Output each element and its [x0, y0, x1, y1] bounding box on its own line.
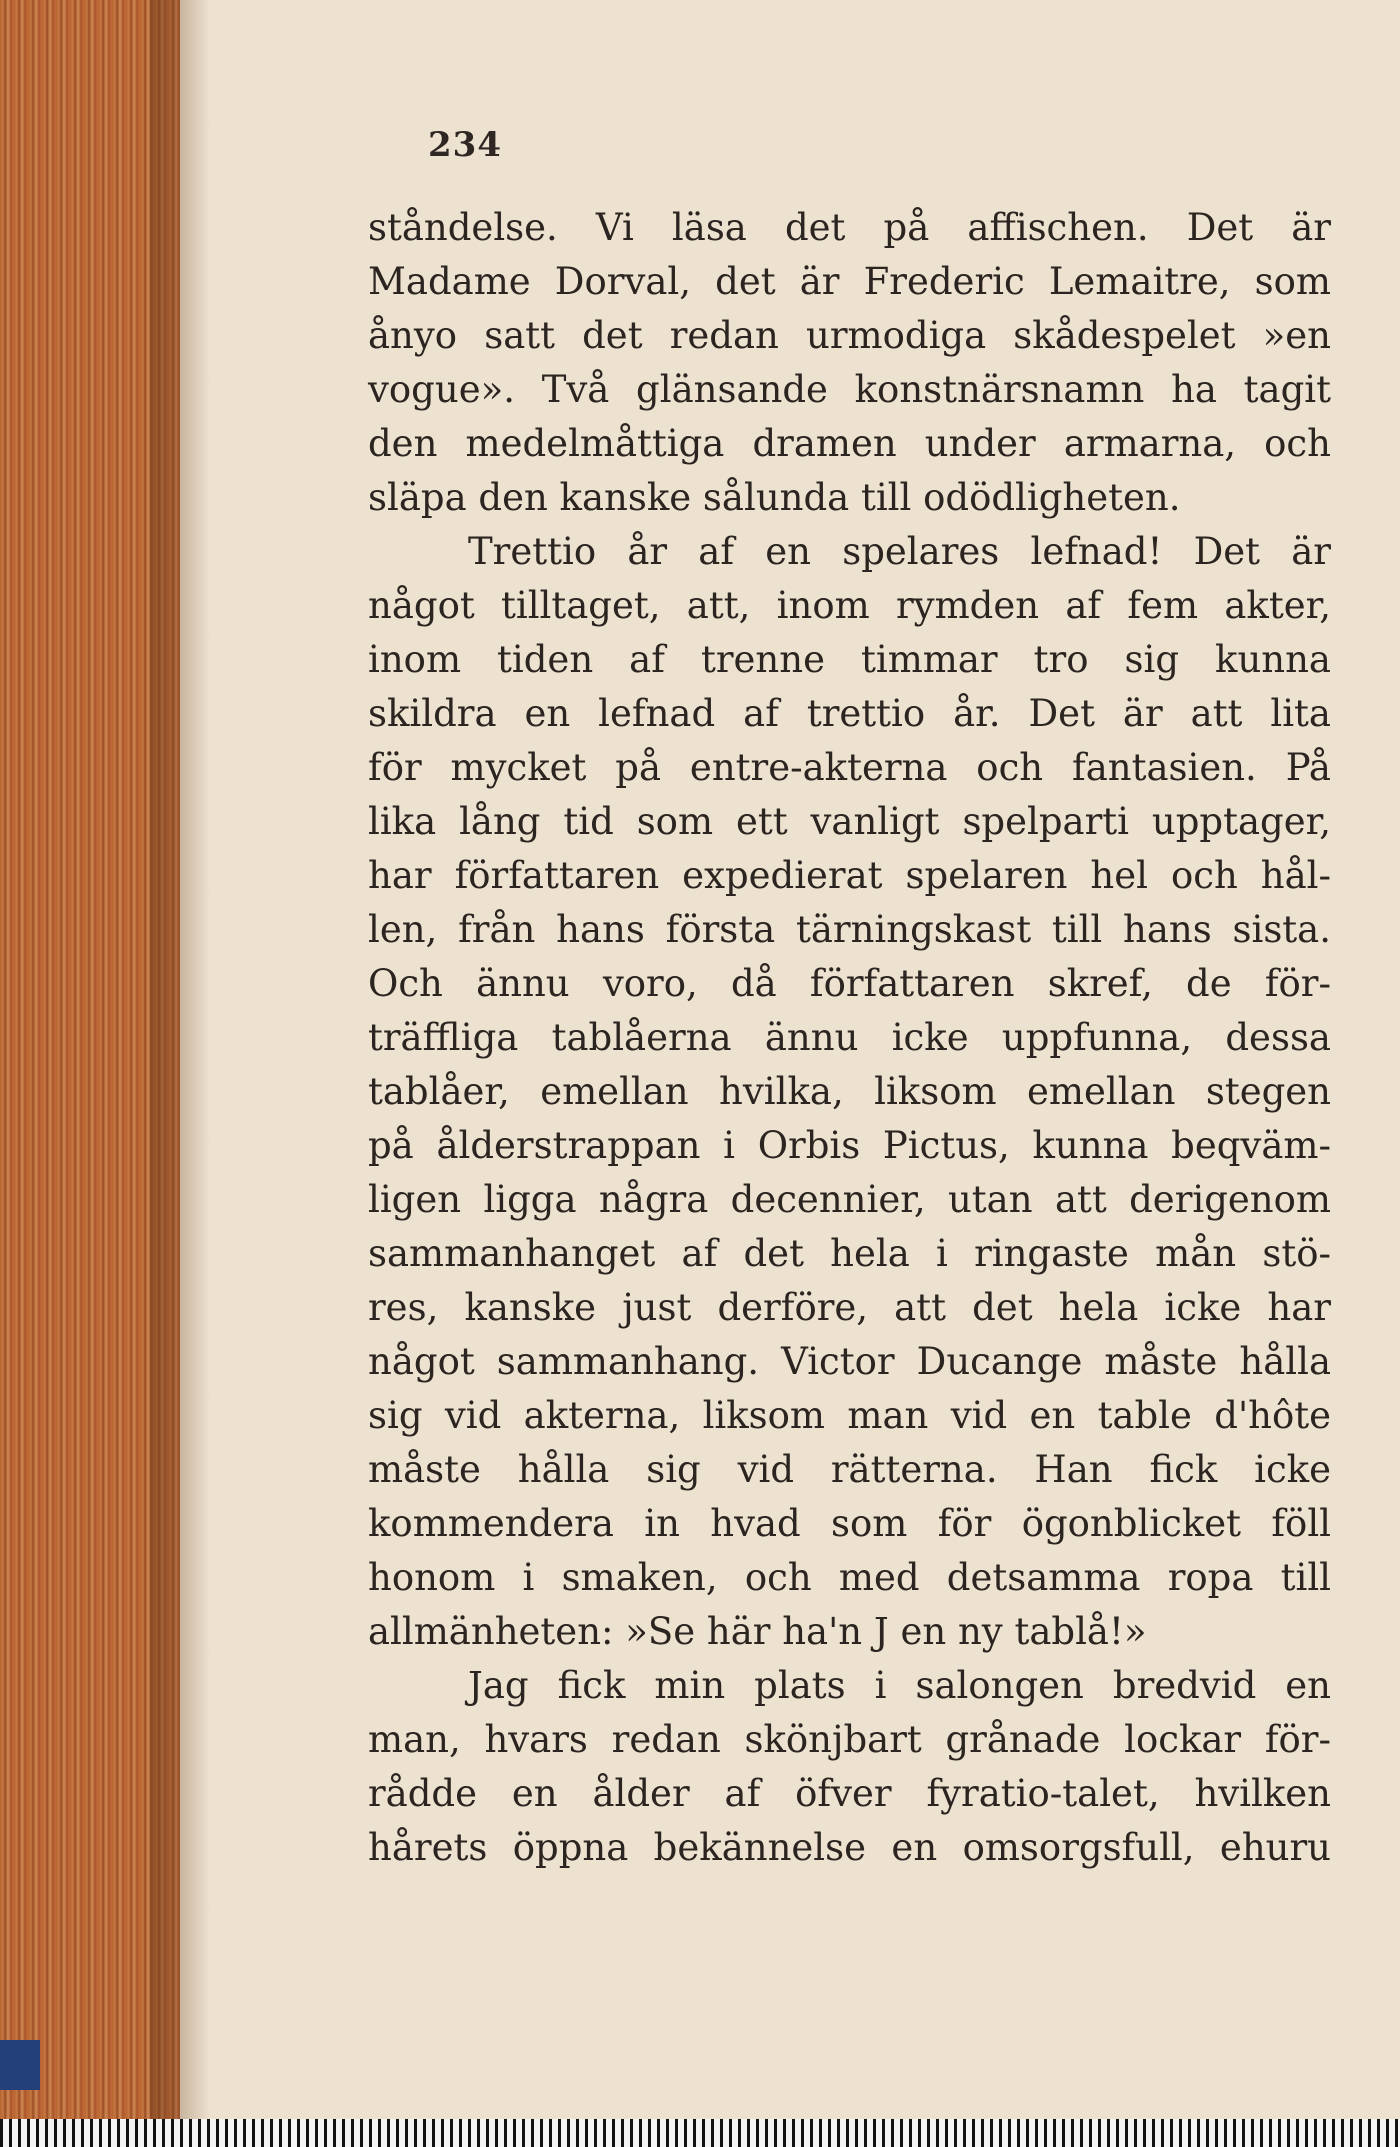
text-line: Trettio år af en spelares lefnad! Det är [468, 530, 1331, 573]
text-line: rådde en ålder af öfver fyratio-talet, hvilken [368, 1772, 1331, 1815]
text-line: ånyo satt det redan urmodiga skådespelet »en [368, 314, 1331, 357]
text-line: hårets öppna bekännelse en omsorgsfull, ehuru [368, 1826, 1331, 1869]
text-line: träffliga tablåerna ännu icke uppfunna, dessa [368, 1016, 1331, 1059]
text-line: sammanhanget af det hela i ringaste mån stö- [368, 1232, 1331, 1275]
text-line: lika lång tid som ett vanligt spelparti upptager, [368, 800, 1331, 843]
text-line: släpa den kanske sålunda till odödligheten. [368, 476, 1181, 519]
text-line: allmänheten: »Se här ha'n J en ny tablå!» [368, 1610, 1147, 1653]
text-line: sig vid akterna, liksom man vid en table d'hôte [368, 1394, 1331, 1437]
text-line: Och ännu voro, då författaren skref, de för- [368, 962, 1331, 1005]
text-line: ståndelse. Vi läsa det på affischen. Det är [368, 206, 1331, 249]
text-line: något tilltaget, att, inom rymden af fem akter, [368, 584, 1331, 627]
text-line: kommendera in hvad som för ögonblicket föll [368, 1502, 1331, 1545]
text-line: något sammanhang. Victor Ducange måste hålla [368, 1340, 1331, 1383]
page-number: 234 [428, 125, 502, 165]
text-line: Jag fick min plats i salongen bredvid en [468, 1664, 1331, 1707]
text-line: skildra en lefnad af trettio år. Det är att lita [368, 692, 1331, 735]
gutter-shadow [150, 0, 210, 2147]
text-line: honom i smaken, och med detsamma ropa till [368, 1556, 1331, 1599]
text-line: res, kanske just derföre, att det hela icke har [368, 1286, 1331, 1329]
spine-marker [0, 2040, 40, 2090]
text-line: len, från hans första tärningskast till hans sista. [368, 908, 1331, 951]
text-line: tablåer, emellan hvilka, liksom emellan stegen [368, 1070, 1331, 1113]
text-line: inom tiden af trenne timmar tro sig kunna [368, 638, 1331, 681]
scanner-ruler [0, 2119, 1400, 2147]
text-line: den medelmåttiga dramen under armarna, och [368, 422, 1331, 465]
text-line: för mycket på entre-akterna och fantasien. På [368, 746, 1331, 789]
text-line: på ålderstrappan i Orbis Pictus, kunna beqväm- [368, 1124, 1331, 1167]
text-line: måste hålla sig vid rätterna. Han fick icke [368, 1448, 1331, 1491]
text-line: vogue». Två glänsande konstnärsnamn ha tagit [368, 368, 1331, 411]
text-line: Madame Dorval, det är Frederic Lemaitre, som [368, 260, 1331, 303]
text-line: man, hvars redan skönjbart grånade lockar för- [368, 1718, 1331, 1761]
text-line: har författaren expedierat spelaren hel och hål- [368, 854, 1331, 897]
text-line: ligen ligga några decennier, utan att derigenom [368, 1178, 1331, 1221]
